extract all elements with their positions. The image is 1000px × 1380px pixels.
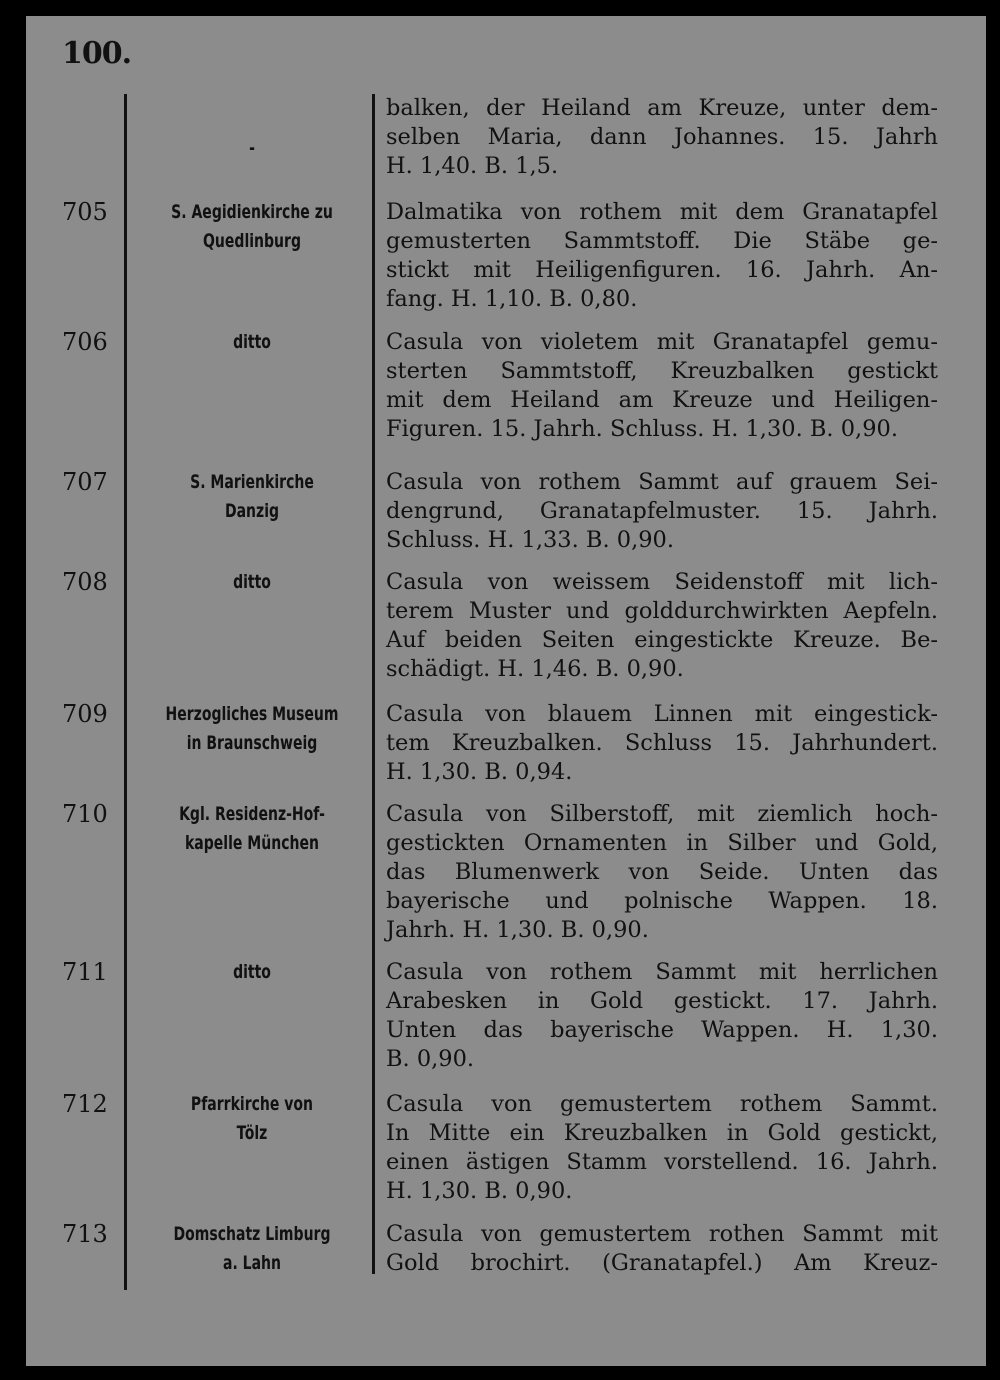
place-line: - [249,137,255,159]
description-line: Casula von blauem Linnen mit eingestick- [386,701,938,727]
place-line: ditto [233,571,271,593]
description-line: bayerische und polnische Wappen. 18. [386,888,938,914]
description-line: dengrund, Granatapfelmuster. 15. Jahrh. [386,498,938,524]
entry-number: 705 [62,198,108,226]
place-line: Danzig [224,500,280,522]
description-line: B. 0,90. [386,1046,475,1072]
place-line: Quedlinburg [203,230,301,252]
description-line: Casula von Silberstoff, mit ziemlich hoch- [386,801,938,827]
entry-description [386,800,938,945]
description-line: In Mitte ein Kreuzbalken in Gold gestickt, [386,1120,938,1146]
description-line: Dalmatika von rothem mit dem Granatapfel [386,199,938,225]
description-line: Figuren. 15. Jahrh. Schluss. H. 1,30. B. 0,90. [386,416,898,442]
description-line: Arabesken in Gold gestickt. 17. Jahrh. [386,988,938,1014]
entry-number: 709 [62,700,108,728]
description-line: fang. H. 1,10. B. 0,80. [386,286,638,312]
description-line: Casula von gemustertem rothem Sammt. [386,1091,938,1117]
place-line: S. Marienkirche [190,471,314,493]
place-line: Pfarrkirche von [190,1093,314,1115]
entry-description [386,468,938,555]
entry-description [386,568,938,684]
description-line: tem Kreuzbalken. Schluss 15. Jahrhundert. [386,730,938,756]
entry-description [386,1220,938,1278]
description-line: sterten Sammtstoff, Kreuzbalken gestickt [386,358,938,384]
description-line: Schluss. H. 1,33. B. 0,90. [386,527,675,553]
place-line: a. Lahn [222,1252,282,1274]
entry-place [155,1090,349,1148]
description-line: H. 1,30. B. 0,94. [386,759,573,785]
entry-description [386,1090,938,1206]
place-line: Tölz [236,1122,268,1144]
entry-place [155,198,349,256]
description-line: Gold brochirt. (Granatapfel.) Am Kreuz- [386,1250,938,1276]
entry-number: 710 [62,800,108,828]
place-line: ditto [233,331,271,353]
column-divider-left [124,94,127,1290]
entry-description [386,198,938,314]
column-divider-right [372,94,375,1274]
entry-place [155,800,349,858]
place-line: Domschatz Limburg [173,1223,331,1245]
description-line: Jahrh. H. 1,30. B. 0,90. [386,917,649,943]
entry-description [386,94,938,181]
entry-place [155,700,349,758]
description-line: balken, der Heiland am Kreuze, unter dem- [386,95,938,121]
description-line: einen ästigen Stamm vorstellend. 16. Jahrh. [386,1149,938,1175]
entry-number: 713 [62,1220,108,1248]
entry-place [155,568,349,597]
place-line: Kgl. Residenz-Hof- [179,803,325,825]
description-line: mit dem Heiland am Kreuze und Heiligen- [386,387,938,413]
entry-description [386,328,938,444]
description-line: schädigt. H. 1,46. B. 0,90. [386,656,684,682]
entry-place [155,468,349,526]
description-line: H. 1,30. B. 0,90. [386,1178,573,1204]
entry-place [155,328,349,357]
entry-description [386,958,938,1074]
place-line: kapelle München [184,832,319,854]
entry-number: 708 [62,568,108,596]
description-line: Casula von rothem Sammt mit herrlichen [386,959,938,985]
scanned-page [26,16,986,1366]
description-line: Casula von violetem mit Granatapfel gemu- [386,329,938,355]
description-line: gestickten Ornamenten in Silber und Gold, [386,830,938,856]
description-line: Auf beiden Seiten eingestickte Kreuze. Be- [386,627,938,653]
description-line: das Blumenwerk von Seide. Unten das [386,859,938,885]
description-line: Unten das bayerische Wappen. H. 1,30. [386,1017,938,1043]
entry-number: 711 [62,958,108,986]
description-line: stickt mit Heiligenfiguren. 16. Jahrh. An- [386,257,938,283]
entry-number: 707 [62,468,108,496]
place-line: Herzogliches Museum [165,703,339,725]
description-line: selben Maria, dann Johannes. 15. Jahrh [386,124,938,150]
description-line: Casula von rothem Sammt auf grauem Sei- [386,469,938,495]
entry-number: 706 [62,328,108,356]
description-line: gemusterten Sammtstoff. Die Stäbe ge- [386,228,938,254]
description-line: terem Muster und golddurchwirkten Aepfeln. [386,598,938,624]
entry-place [155,958,349,987]
entry-place [155,1220,349,1278]
entry-place [155,134,349,163]
description-line: Casula von weissem Seidenstoff mit lich- [386,569,938,595]
place-line: S. Aegidienkirche zu [171,201,333,223]
place-line: ditto [233,961,271,983]
description-line: Casula von gemustertem rothen Sammt mit [386,1221,938,1247]
place-line: in Braunschweig [186,732,318,754]
entry-description [386,700,938,787]
description-line: H. 1,40. B. 1,5. [386,153,559,179]
entry-number: 712 [62,1090,108,1118]
page-number: 100. [62,36,132,71]
